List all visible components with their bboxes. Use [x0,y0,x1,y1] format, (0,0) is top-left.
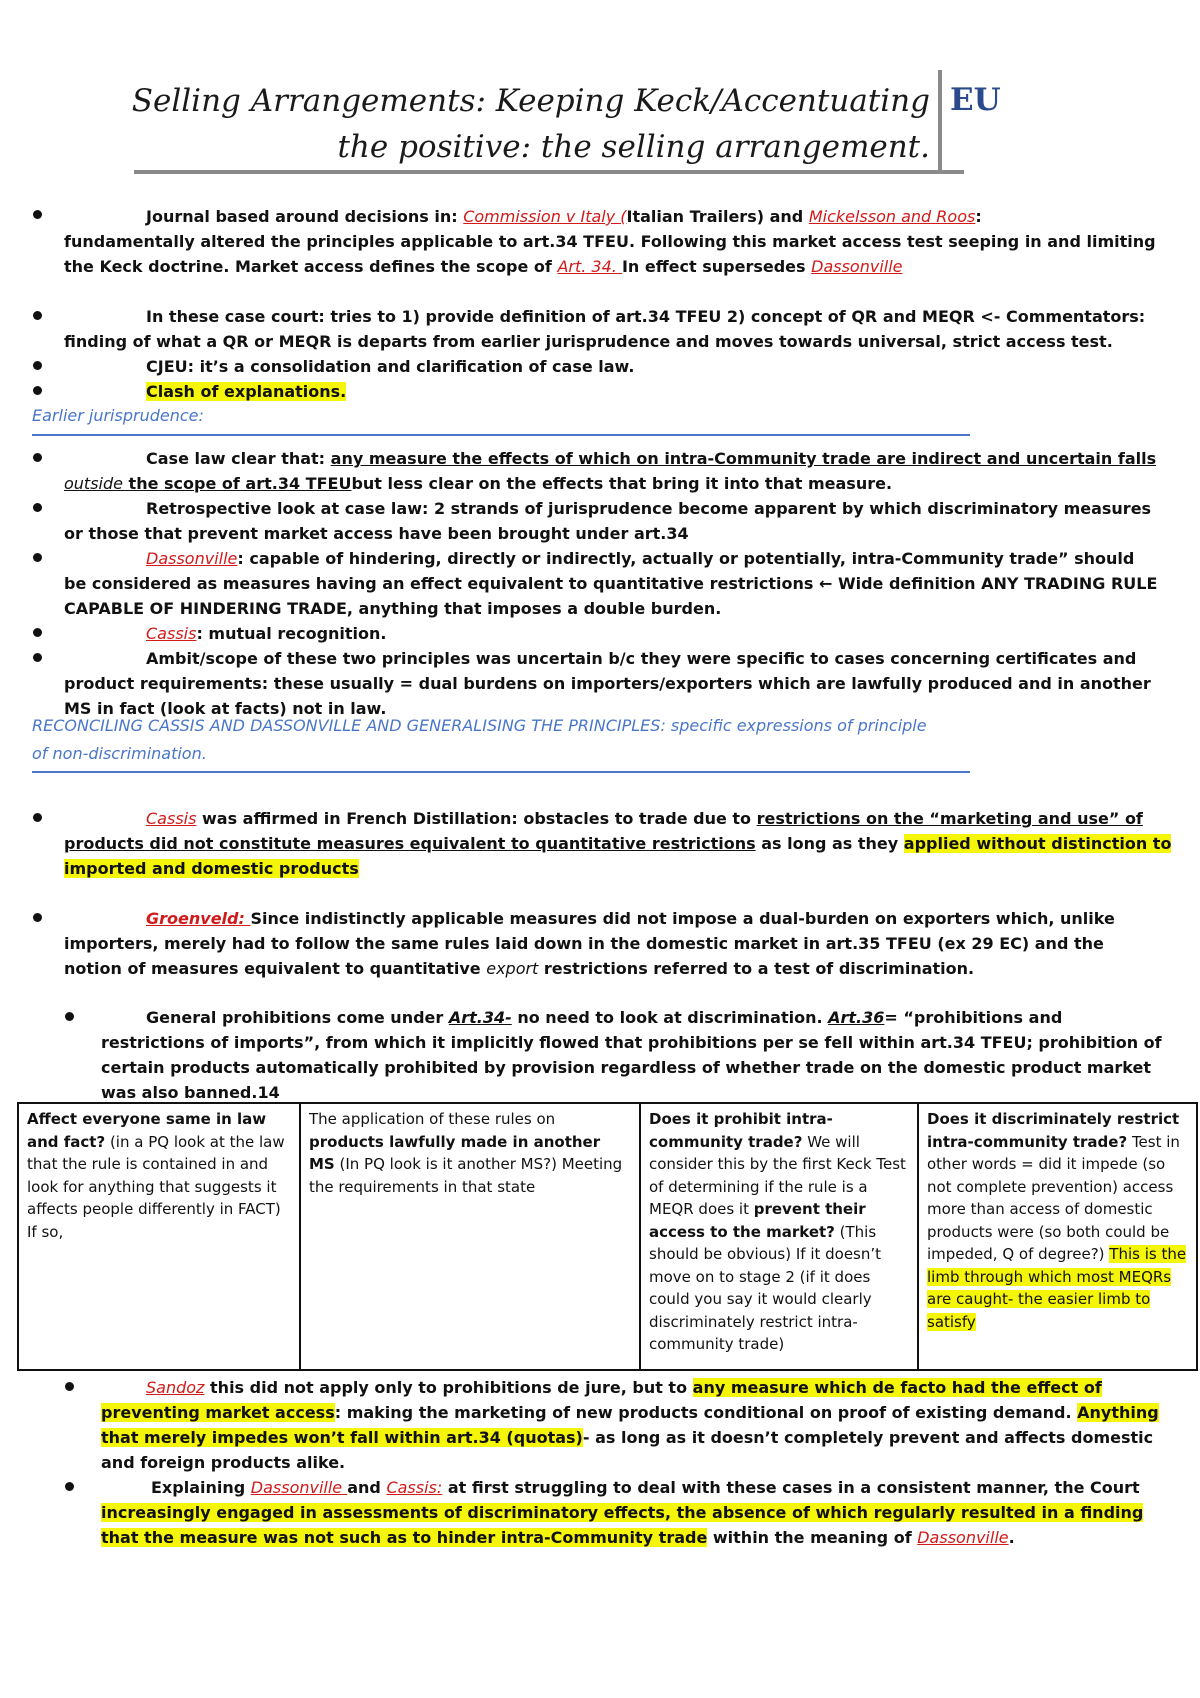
paragraph-dassonville: Dassonville: capable of hindering, directly or indirectly, actually or potentially, intra-Community trade” should be considered as measures having an effect equivalent to quantitative restrictions ← Wide definition ANY TRADING RULE CAPABLE OF HINDERING TRADE, anything that imposes a double burden. [64,549,1158,618]
table-cell-4: Does it discriminately restrict intra-community trade? Test in other words = did it impede (so not complete prevention) access more than access of domestic products were (so both could be impeded, Q of degree?) This is the limb through which most MEQRs are caught- the easier limb to satisfy [917,1104,1196,1369]
bullet-icon [33,453,42,462]
bullet-icon [33,813,42,822]
table-cell-3: Does it prohibit intra-community trade? We will consider this by the first Keck Test of determining if the rule is a MEQR does it prevent their access to the market? (This should be obvious) If it doesn’t move on to stage 2 (if it does could you say it would clearly discriminately restrict intra-community trade) [639,1104,917,1369]
bullet-icon [65,1482,74,1491]
table-cell-2: The application of these rules on products lawfully made in another MS (In PQ look is it another MS?) Meeting the requirements in that state [299,1104,639,1369]
paragraph-case-court: In these case court: tries to 1) provide definition of art.34 TFEU 2) concept of QR and MEQR <- Commentators: finding of what a QR or MEQR is departs from earlier jurisprudence and moves towards universal, strict access test. [64,307,1146,351]
heading-reconciling: RECONCILING CASSIS AND DASSONVILLE AND GENERALISING THE PRINCIPLES: specific expressions of principle of non-discrimination. [32,716,927,763]
bullet-icon [65,1382,74,1391]
bullet-icon [65,1012,74,1021]
table-cell-1: Affect everyone same in law and fact? (in a PQ look at the law that the rule is contained in and look for anything that suggests it affects people differently in FACT) If so, [27,1110,285,1241]
heading-rule [32,771,970,773]
paragraph-journal: Journal based around decisions in: Commission v Italy (Italian Trailers) and Mickelsson and Roos: fundamentally altered the principles applicable to art.34 TFEU. Following this market access test seeping in and limiting the Keck doctrine. Market access defines the scope of Art. 34. In effect supersedes Dassonville [64,207,1156,276]
paragraph-cjeu: CJEU: it’s a consolidation and clarification of case law. [146,357,635,376]
title-line-2: the positive: the selling arrangement. [337,129,930,165]
eu-badge: EU [950,82,1001,118]
paragraph-clash: Clash of explanations. [146,382,347,401]
bullet-icon [33,311,42,320]
bullet-icon [33,653,42,662]
bullet-icon [33,913,42,922]
bullet-icon [33,503,42,512]
bullet-icon [33,210,42,219]
paragraph-general-prohibitions: General prohibitions come under Art.34- no need to look at discrimination. Art.36= “prohibitions and restrictions of imports”, from which it implicitly flowed that prohibitions per se fell within art.34 TFEU; prohibition of certain products automatically prohibited by provision regardless of whether trade on the domestic product market was also banned.14 [101,1008,1162,1102]
paragraph-retrospective: Retrospective look at case law: 2 strands of jurisprudence become apparent by which discriminatory measures or those that prevent market access have been brought under art.34 [64,499,1152,543]
title-line-1: Selling Arrangements: Keeping Keck/Accentuating [131,83,930,119]
paragraph-explaining: Explaining Dassonville and Cassis: at first struggling to deal with these cases in a consistent manner, the Court increasingly engaged in assessments of discriminatory effects, the absence of which regularly resulted in a finding that the measure was not such as to hinder intra-Community trade within the meaning of Dassonville. [101,1478,1144,1547]
heading-rule [32,434,970,436]
paragraph-cassis: Cassis: mutual recognition. [146,624,387,643]
heading-earlier-jurisprudence: Earlier jurisprudence: [32,406,204,425]
bullet-icon [33,553,42,562]
bullet-icon [33,386,42,395]
title-underline [134,170,964,174]
keck-test-table [17,1102,1198,1371]
paragraph-sandoz: Sandoz this did not apply only to prohibitions de jure, but to any measure which de facto had the effect of preventing market access: making the marketing of new products conditional on proof of existing demand. Anything that merely impedes won’t fall within art.34 (quotas)- as long as it doesn’t completely prevent and affects domestic and foreign products alike. [101,1378,1159,1472]
paragraph-groenveld: Groenveld: Since indistinctly applicable measures did not impose a dual-burden on exporters which, unlike importers, merely had to follow the same rules laid down in the domestic market in art.35 TFEU (ex 29 EC) and the notion of measures equivalent to quantitative export restrictions referred to a test of discrimination. [64,909,1115,978]
paragraph-french-distillation: Cassis was affirmed in French Distillation: obstacles to trade due to restrictions on the “marketing and use” of products did not constitute measures equivalent to quantitative restrictions as long as they applied without distinction to imported and domestic products [64,809,1172,878]
title-divider-vertical [938,70,942,174]
bullet-icon [33,361,42,370]
paragraph-case-law-clear: Case law clear that: any measure the effects of which on intra-Community trade are indirect and uncertain falls outside the scope of art.34 TFEUbut less clear on the effects that bring it into that measure. [64,449,1157,493]
bullet-icon [33,628,42,637]
page-title [130,78,930,170]
paragraph-ambit: Ambit/scope of these two principles was uncertain b/c they were specific to cases concerning certificates and product requirements: these usually = dual burdens on importers/exporters which are lawfully produced and in another MS in fact (look at facts) not in law. [64,649,1151,718]
